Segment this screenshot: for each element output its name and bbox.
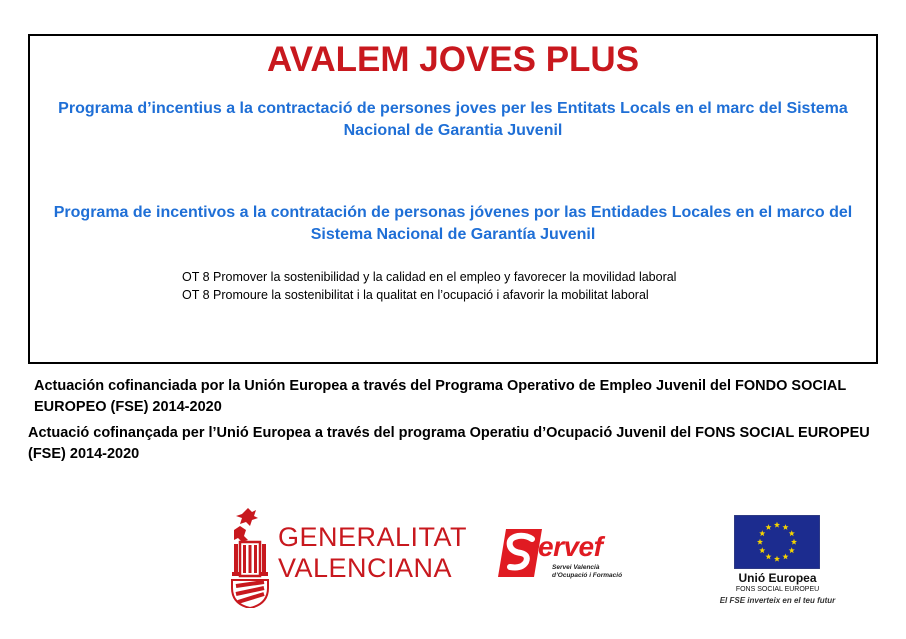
servef-s-icon	[496, 527, 544, 579]
objective-spanish: OT 8 Promover la sostenibilidad y la calidad en el empleo y favorecer la movilidad laboral	[182, 270, 677, 284]
servef-subtitle-line1: Servei Valencià	[552, 564, 600, 571]
cofinancing-valencian: Actuació cofinançada per l’Unió Europea a través del programa Operatiu d’Ocupació Juvenil del FONS SOCIAL EUROPEU (FSE) 2014-2020	[28, 425, 870, 462]
generalitat-wordmark	[278, 522, 467, 584]
subtitle-valencian: Programa d’incentius a la contractació de persones joves per les Entitats Locals en el marc del Sistema Nacional de Garantia Juvenil	[58, 100, 848, 139]
eu-name: Unió Europea	[738, 571, 817, 585]
page-title: AVALEM JOVES PLUS	[266, 40, 640, 79]
servef-subtitle-line2: d’Ocupació i Formació	[552, 571, 623, 579]
eu-fse-logo	[710, 515, 850, 615]
servef-subtitle	[552, 564, 622, 579]
eu-fund-name: FONS SOCIAL EUROPEU	[735, 586, 820, 593]
subtitle-spanish: Programa de incentivos a la contratación de personas jóvenes por las Entidades Locales en el marco del Sistema Nacional de Garantía Juvenil	[53, 204, 853, 243]
eu-flag-icon	[734, 515, 820, 569]
generalitat-line1: GENERALITAT	[278, 522, 468, 552]
objective-valencian: OT 8 Promoure la sostenibilitat i la qualitat en l’ocupació i afavorir la mobilitat laboral	[182, 288, 649, 302]
main-frame	[28, 34, 878, 364]
servef-wordmark: ervef	[538, 531, 603, 562]
generalitat-valenciana-logo	[228, 508, 468, 608]
generalitat-crest-icon	[228, 508, 272, 608]
servef-logo	[496, 527, 631, 587]
cofinancing-spanish: Actuación cofinanciada por la Unión Europea a través del Programa Operativo de Empleo Juvenil del FONDO SOCIAL EUROPEO (FSE) 2014-2020	[34, 378, 846, 415]
generalitat-line2: VALENCIANA	[278, 553, 453, 583]
eu-motto: El FSE inverteix en el teu futur	[719, 596, 836, 605]
